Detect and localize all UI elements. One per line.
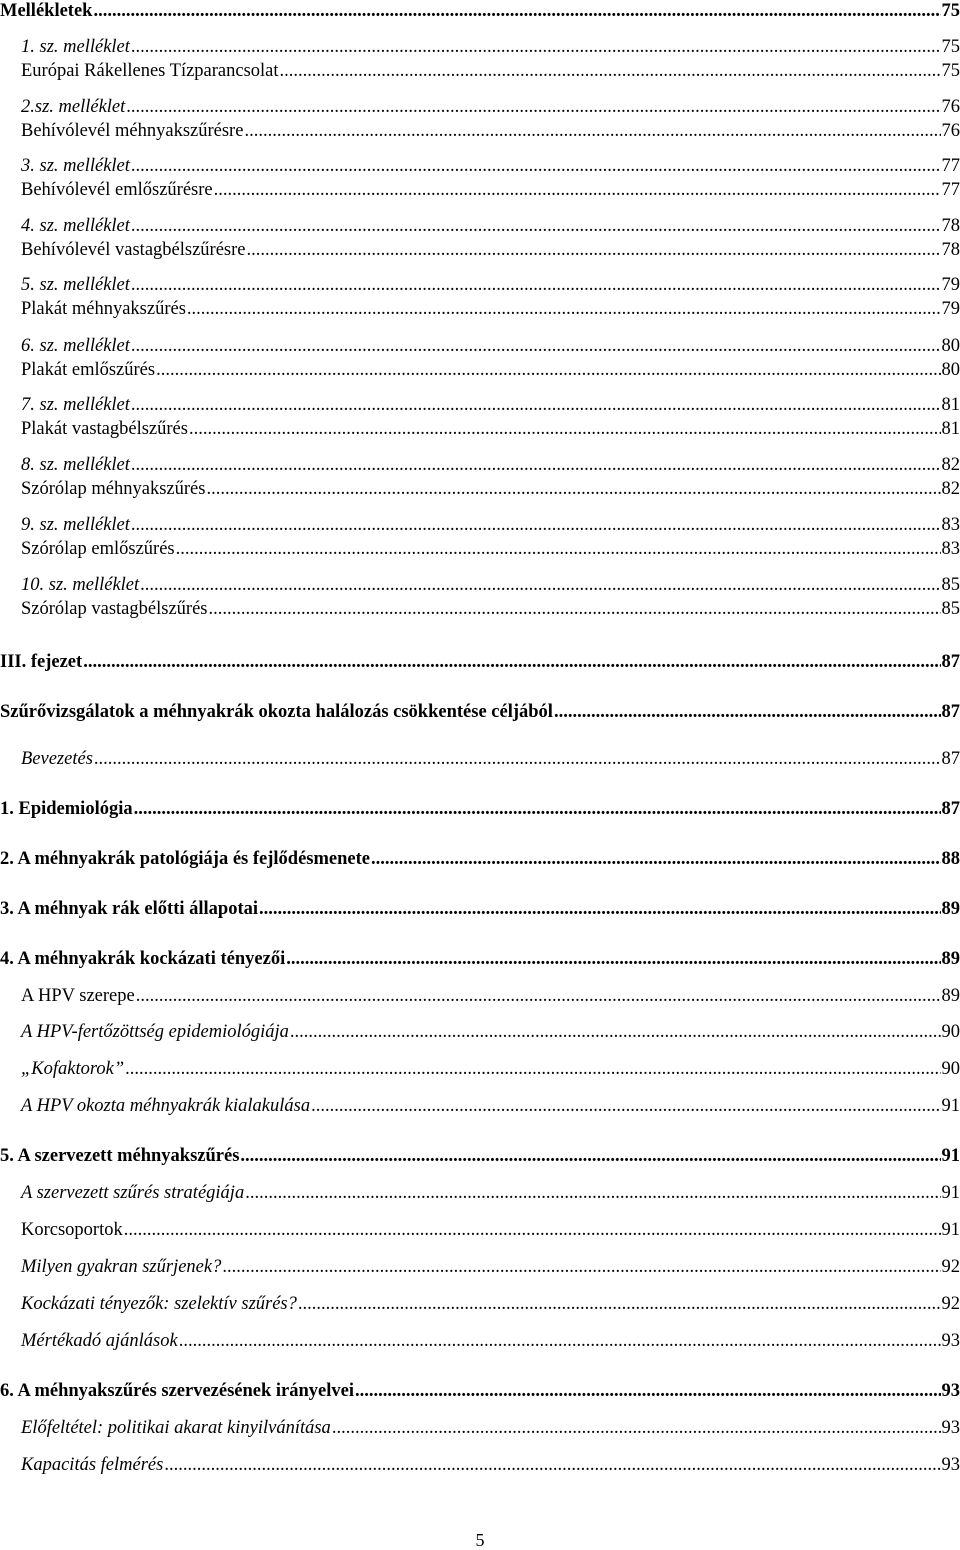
toc-entry-title: A HPV-fertőzöttség epidemiológiája [21,1022,289,1042]
toc-page-number: 75 [941,1,960,21]
toc-dot-leader [554,701,941,723]
toc-entry-title: 2. A méhnyakrák patológiája és fejlődésmenete [0,849,370,869]
toc-dot-leader [126,96,940,118]
toc-dot-leader [94,748,941,770]
toc-page-number: 90 [941,1022,960,1042]
toc-page-number: 92 [941,1257,960,1277]
toc-dot-leader [179,1330,941,1352]
toc-subentry[interactable] [21,1219,960,1241]
toc-subentry[interactable] [21,985,960,1007]
toc-subentry[interactable] [21,298,960,320]
toc-dot-leader [124,1219,941,1241]
toc-dot-leader [240,1145,940,1167]
toc-page-number: 78 [941,216,960,236]
toc-entry-title: Behívólevél vastagbélszűrésre [21,240,246,260]
toc-entry-title: Behívólevél emlőszűrésre [21,180,213,200]
toc-entry-title: Korcsoportok [21,1220,123,1240]
toc-page-number: 93 [941,1455,960,1475]
toc-entry-title: 9. sz. melléklet [21,515,130,535]
toc-entry-title: Mellékletek [0,1,93,21]
toc-page-number: 80 [941,360,960,380]
toc-entry-title: 5. sz. melléklet [21,275,130,295]
toc-subentry[interactable] [21,1454,960,1476]
toc-dot-leader [83,651,940,673]
toc-dot-leader [187,298,941,320]
toc-dot-leader [332,1417,941,1439]
toc-page-number: 93 [941,1381,960,1401]
toc-page-number: 87 [941,702,960,722]
toc-dot-leader [131,215,941,237]
toc-page-number: 88 [941,849,960,869]
toc-subentry[interactable] [21,574,960,596]
toc-page-number: 91 [941,1096,960,1116]
toc-subentry[interactable] [21,598,960,620]
toc-entry-title: 1. Epidemiológia [0,799,133,819]
toc-dot-leader [298,1293,941,1315]
toc-page-number: 91 [941,1183,960,1203]
toc-dot-leader [93,0,940,22]
toc-entry-title: Milyen gyakran szűrjenek? [21,1257,222,1277]
toc-dot-leader [164,1454,940,1476]
toc-page-number: 87 [941,799,960,819]
toc-heading-entry[interactable] [0,651,960,673]
toc-subentry[interactable] [21,36,960,58]
toc-entry-title: 5. A szervezett méhnyakszűrés [0,1146,240,1166]
toc-page-number: 76 [941,121,960,141]
toc-subentry[interactable] [21,179,960,201]
toc-dot-leader [136,985,941,1007]
toc-dot-leader [206,478,940,500]
toc-heading-entry[interactable] [0,701,960,723]
toc-entry-title: A HPV szerepe [21,986,135,1006]
toc-page-number: 93 [941,1331,960,1351]
toc-dot-leader [134,798,941,820]
toc-page-number: 78 [941,240,960,260]
toc-dot-leader [176,538,941,560]
toc-page-number: 85 [941,599,960,619]
toc-entry-title: 10. sz. melléklet [21,575,140,595]
toc-subentry[interactable] [21,239,960,261]
toc-page-number: 91 [941,1220,960,1240]
toc-page-number: 92 [941,1294,960,1314]
toc-entry-title: III. fejezet [0,652,83,672]
toc-dot-leader [245,1182,940,1204]
toc-page-number: 81 [941,395,960,415]
toc-page-number: 93 [941,1418,960,1438]
toc-subentry[interactable] [21,538,960,560]
toc-entry-title: 6. sz. melléklet [21,336,130,356]
toc-dot-leader [286,948,940,970]
toc-dot-leader [189,418,941,440]
toc-page-number: 89 [941,949,960,969]
toc-subentry[interactable] [21,1256,960,1278]
toc-dot-leader [131,155,941,177]
toc-dot-leader [311,1095,940,1117]
toc-dot-leader [246,239,940,261]
toc-page-number: 85 [941,575,960,595]
toc-page-number: 87 [941,749,960,769]
toc-dot-leader [371,848,941,870]
toc-heading-entry[interactable] [0,798,960,820]
toc-subentry[interactable] [21,60,960,82]
toc-subentry[interactable] [21,335,960,357]
toc-entry-title: Mértékadó ajánlások [21,1331,178,1351]
toc-entry-title: Behívólevél méhnyakszűrésre [21,121,244,141]
toc-subentry[interactable] [21,418,960,440]
toc-subentry[interactable] [21,215,960,237]
toc-entry-title: Európai Rákellenes Tízparancsolat [21,61,279,81]
toc-entry-title: Szórólap méhnyakszűrés [21,479,206,499]
toc-entry-title: A HPV okozta méhnyakrák kialakulása [21,1096,311,1116]
toc-page-number: 89 [941,899,960,919]
toc-page-number: 83 [941,539,960,559]
page-number: 5 [475,1530,485,1550]
toc-entry-title: Kockázati tényezők: szelektív szűrés? [21,1294,297,1314]
toc-subentry[interactable] [21,478,960,500]
toc-dot-leader [208,598,940,620]
toc-subentry[interactable] [21,1330,960,1352]
toc-entry-title: Bevezetés [21,749,93,769]
toc-heading-entry[interactable] [0,848,960,870]
toc-entry-title: Szűrővizsgálatok a méhnyakrák okozta halálozás csökkentése céljából [0,702,553,722]
toc-page-number: 79 [941,275,960,295]
toc-dot-leader [290,1021,941,1043]
toc-entry-title: 8. sz. melléklet [21,455,130,475]
toc-entry-title: „Kofaktorok” [21,1059,125,1079]
toc-page-number: 77 [941,156,960,176]
toc-entry-title: 4. A méhnyakrák kockázati tényezői [0,949,286,969]
toc-entry-title: Előfeltétel: politikai akarat kinyilvánítása [21,1418,331,1438]
toc-heading-entry[interactable] [0,1145,960,1167]
toc-dot-leader [280,60,941,82]
toc-subentry[interactable] [21,1021,960,1043]
toc-entry-title: A szervezett szűrés stratégiája [21,1183,245,1203]
toc-entry-title: 6. A méhnyakszűrés szervezésének irányelvei [0,1381,355,1401]
toc-subentry[interactable] [21,96,960,118]
toc-entry-title: Kapacitás felmérés [21,1455,164,1475]
toc-page-number: 83 [941,515,960,535]
toc-heading-entry[interactable] [0,0,960,22]
toc-entry-title: 2.sz. melléklet [21,97,126,117]
toc-entry-title: 3. sz. melléklet [21,156,130,176]
toc-entry-title: Plakát méhnyakszűrés [21,299,186,319]
toc-entry-title: 4. sz. melléklet [21,216,130,236]
toc-dot-leader [131,36,941,58]
toc-subentry[interactable] [21,1182,960,1204]
toc-subentry[interactable] [21,359,960,381]
toc-dot-leader [131,274,941,296]
toc-subentry[interactable] [21,514,960,536]
toc-dot-leader [131,514,941,536]
toc-dot-leader [244,120,940,142]
toc-subentry[interactable] [21,1058,960,1080]
toc-entry-title: 1. sz. melléklet [21,37,130,57]
toc-subentry[interactable] [21,394,960,416]
toc-subentry[interactable] [21,454,960,476]
toc-page-number: 79 [941,299,960,319]
toc-subentry[interactable] [21,1293,960,1315]
toc-subentry[interactable] [21,1095,960,1117]
toc-page-number: 81 [941,419,960,439]
toc-page-number: 90 [941,1059,960,1079]
toc-heading-entry[interactable] [0,898,960,920]
toc-subentry[interactable] [21,155,960,177]
toc-page-number: 80 [941,336,960,356]
toc-dot-leader [131,454,941,476]
toc-page-number: 87 [941,652,960,672]
toc-entry-title: 3. A méhnyak rák előtti állapotai [0,899,258,919]
toc-page-number: 82 [941,455,960,475]
toc-page-number: 77 [941,180,960,200]
toc-entry-title: Szórólap emlőszűrés [21,539,175,559]
toc-dot-leader [222,1256,940,1278]
toc-dot-leader [259,898,941,920]
toc-dot-leader [156,359,940,381]
toc-page-number: 75 [941,61,960,81]
toc-page-number: 89 [941,986,960,1006]
toc-heading-entry[interactable] [0,1380,960,1402]
toc-dot-leader [140,574,940,596]
toc-dot-leader [131,394,941,416]
toc-page-number: 76 [941,97,960,117]
toc-page-number: 91 [941,1146,960,1166]
toc-entry-title: Szórólap vastagbélszűrés [21,599,208,619]
toc-heading-entry[interactable] [0,948,960,970]
toc-subentry[interactable] [21,1417,960,1439]
toc-subentry[interactable] [21,748,960,770]
toc-subentry[interactable] [21,274,960,296]
toc-page-number: 82 [941,479,960,499]
toc-dot-leader [355,1380,940,1402]
toc-dot-leader [125,1058,940,1080]
toc-entry-title: Plakát vastagbélszűrés [21,419,188,439]
toc-entry-title: 7. sz. melléklet [21,395,130,415]
toc-subentry[interactable] [21,120,960,142]
toc-entry-title: Plakát emlőszűrés [21,360,156,380]
toc-dot-leader [214,179,941,201]
toc-dot-leader [131,335,941,357]
toc-page-number: 75 [941,37,960,57]
